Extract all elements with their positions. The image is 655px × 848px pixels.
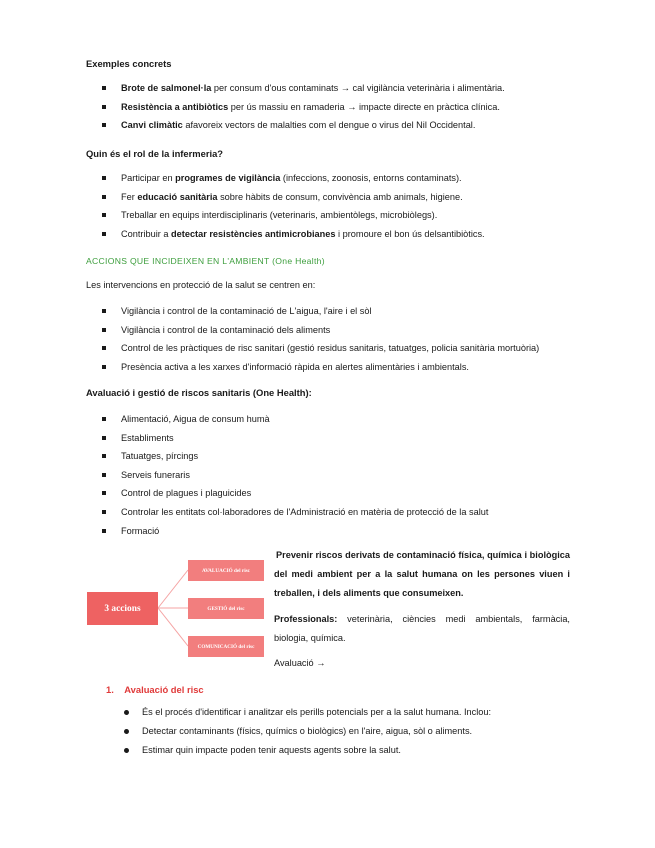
avaluacio-link: Avaluació →: [274, 658, 326, 668]
list-item: Canvi climàtic afavoreix vectors de malalties com el dengue o virus del Nil Occidental.: [100, 116, 505, 135]
risk-heading: Avaluació i gestió de riscos sanitaris (One Health):: [86, 387, 312, 398]
diagram-box-avaluacio: AVALUACIÓ del risc: [188, 560, 264, 581]
three-actions-diagram: [86, 548, 266, 670]
list-item: Brote de salmonel·la per consum d'ous contaminats → cal vigilància veterinària i alimentària.: [100, 79, 505, 98]
list-item: Participar en programes de vigilància (infeccions, zoonosis, entorns contaminats).: [100, 169, 485, 188]
list-item: Vigilància i control de la contaminació de L'aigua, l'aire i el sòl: [100, 302, 539, 321]
risk-list: [100, 410, 488, 540]
list-item: Establiments: [100, 429, 488, 448]
list-item: Controlar les entitats col·laboradores de l'Administració en matèria de protecció de la salut: [100, 503, 488, 522]
list-item: Estimar quin impacte poden tenir aquests agents sobre la salut.: [124, 741, 491, 760]
list-item: Control de plagues i plaguicides: [100, 484, 488, 503]
list-item: Resistència a antibiòtics per ús massiu en ramaderia → impacte directe en pràctica clínica.: [100, 98, 505, 117]
connector-line: [158, 570, 188, 608]
list-item: Formació: [100, 522, 488, 541]
list-item: Alimentació, Aigua de consum humà: [100, 410, 488, 429]
professionals-paragraph: Professionals: veterinària, ciències medi ambientals, farmàcia, biologia, química.: [274, 614, 570, 643]
list-item: Fer educació sanitària sobre hàbits de consum, convivència amb animals, higiene.: [100, 188, 485, 207]
list-item: Control de les pràctiques de risc sanitari (gestió residus sanitaris, tatuatges, policia sanitària mortuòria): [100, 339, 539, 358]
examples-list: [100, 79, 505, 135]
nursing-list: [100, 169, 485, 243]
risk-eval-heading: 1. Avaluació del risc: [106, 684, 204, 695]
list-item: Vigilància i control de la contaminació dels aliments: [100, 321, 539, 340]
list-item: Serveis funeraris: [100, 466, 488, 485]
diagram-box-comunicacio: COMUNICACIÓ del risc: [188, 636, 264, 657]
list-item: Treballar en equips interdisciplinaris (veterinaris, ambientòlegs, microbiòlegs).: [100, 206, 485, 225]
interventions-intro: Les intervencions en protecció de la salut se centren en:: [86, 280, 316, 290]
examples-heading: Exemples concrets: [86, 58, 172, 69]
list-item: És el procés d'identificar i analitzar els perills potencials per a la salut humana. Inclou:: [124, 703, 491, 722]
interventions-list: [100, 302, 539, 376]
list-item: Contribuir a detectar resistències antimicrobianes i promoure el bon ús delsantibiòtics.: [100, 225, 485, 244]
diagram-box-gestio: GESTIÓ del risc: [188, 598, 264, 619]
nursing-heading: Quin és el rol de la infermeria?: [86, 148, 224, 159]
risk-eval-list: [124, 703, 491, 760]
diagram-main-box: 3 accions: [87, 592, 158, 625]
list-item: Detectar contaminants (físics, químics o biològics) en l'aire, aigua, sòl o aliments.: [124, 722, 491, 741]
list-item: Presència activa a les xarxes d'informació ràpida en alertes alimentàries i ambientals.: [100, 358, 539, 377]
list-item: Tatuatges, pírcings: [100, 447, 488, 466]
actions-subtitle: ACCIONS QUE INCIDEIXEN EN L'AMBIENT (One Health): [86, 256, 325, 266]
connector-line: [158, 608, 188, 646]
prevent-paragraph: Prevenir riscos derivats de contaminació física, química i biològica del medi ambient per a la salut humana on les persones viuen i treballen, i dels aliments que consumeixen.: [274, 550, 570, 598]
